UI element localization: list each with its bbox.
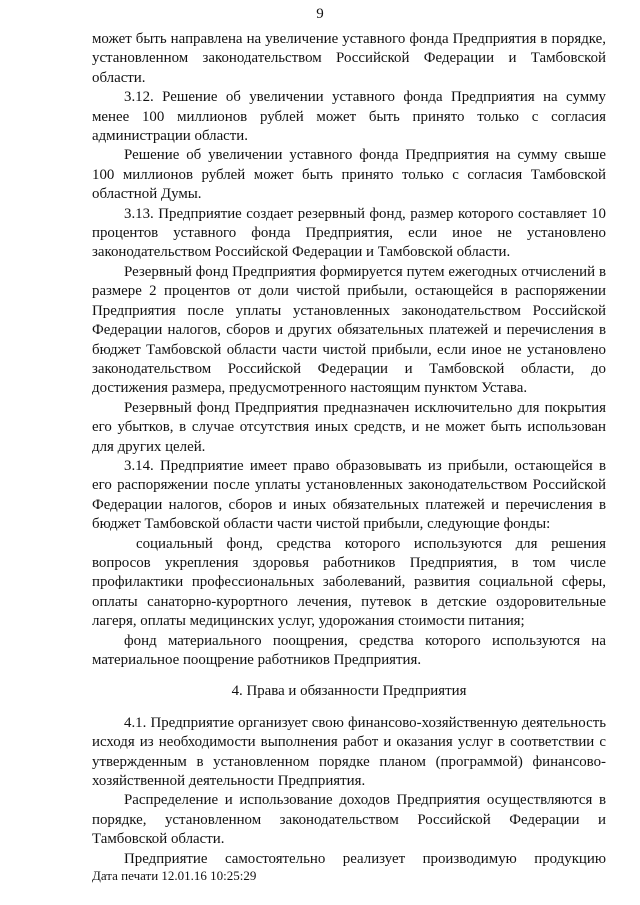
paragraph: Резервный фонд Предприятия предназначен исключительно для покрытия его убытков, в случае отсутствия иных средств, и не может быть использован для других целей. <box>92 399 606 455</box>
paragraph: Резервный фонд Предприятия формируется путем ежегодных отчислений в размере 2 процентов от доли чистой прибыли, остающейся в распоряжении Предприятия после уплаты установленных законодательством Российской Федерации налогов, сборов и других обязательных платежей и перечисления в бюджет Тамбовской области части чистой прибыли, если иное не установлено законодательством Российской Федерации и Тамбовской области, до достижения размера, предусмотренного настоящим пунктом Устава. <box>92 263 606 397</box>
paragraph: фонд материального поощрения, средства которого используются на материальное поощрение работников Предприятия. <box>92 632 606 668</box>
paragraph: 3.12. Решение об увеличении уставного фонда Предприятия на сумму менее 100 миллионов рублей может быть принято только с согласия администрации области. <box>92 89 606 145</box>
paragraph: может быть направлена на увеличение уставного фонда Предприятия в порядке, установленном законодательством Российской Федерации и Тамбовской области. <box>92 31 606 86</box>
page-number: 9 <box>316 6 324 22</box>
paragraph: Предприятие самостоятельно реализует производимую продукцию <box>124 850 606 867</box>
paragraph: 3.14. Предприятие имеет право образовывать из прибыли, остающейся в его распоряжении после уплаты установленных законодательством Российской Федерации налогов, сборов и иных обязательных платежей и перечисления в бюджет Тамбовской области части чистой прибыли, следующие фонды: <box>92 457 606 533</box>
paragraph: социальный фонд, средства которого используются для решения вопросов укрепления здоровья работников Предприятия, в том числе профилактики профессиональных заболеваний, развития социальной сферы, оплаты санаторно-курортного лечения, путевок в детские оздоровительные лагеря, оплаты медицинских услуг, удорожания стоимости питания; <box>92 535 606 630</box>
paragraph: Распределение и использование доходов Предприятия осуществляются в порядке, установленном законодательством Российской Федерации и Тамбовской области. <box>92 792 606 848</box>
paragraph: Решение об увеличении уставного фонда Предприятия на сумму свыше 100 миллионов рублей может быть принято только с согласия Тамбовской областной Думы. <box>92 147 606 203</box>
paragraph: 4.1. Предприятие организует свою финансово-хозяйственную деятельность исходя из необходимости выполнения работ и оказания услуг в соответствии с утвержденным в установленном порядке планом (программой) финансово-хозяйственной деятельности Предприятия. <box>92 714 606 790</box>
document-body <box>92 30 606 869</box>
paragraph: 3.13. Предприятие создает резервный фонд, размер которого составляет 10 процентов уставного фонда Предприятия, если иное не установлено законодательством Российской Федерации и Тамбовской области. <box>92 205 606 261</box>
print-date: Дата печати 12.01.16 10:25:29 <box>92 868 257 883</box>
section-heading: 4. Права и обязанности Предприятия <box>231 683 467 700</box>
